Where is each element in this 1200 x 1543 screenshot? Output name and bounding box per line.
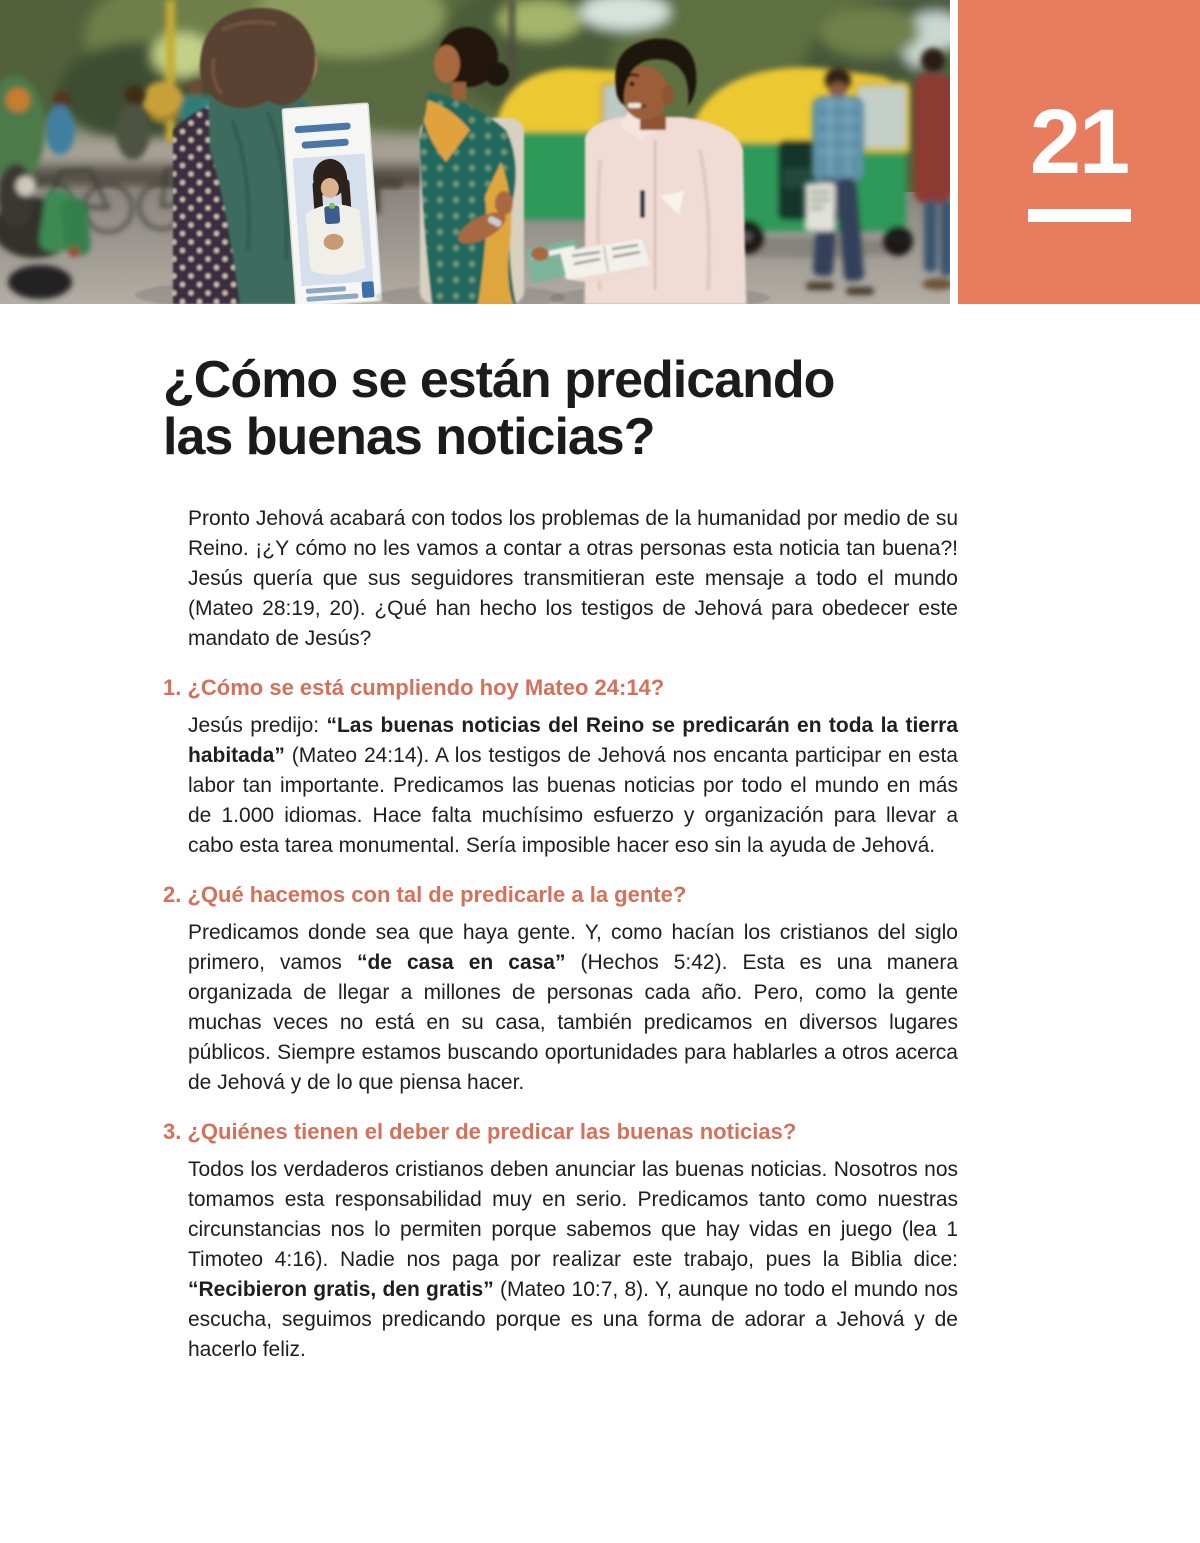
lesson-section-1 [163, 675, 960, 861]
question-1-paragraph: Jesús predijo: “Las buenas noticias del Reino se predicarán en toda la tierra habitada” (Mateo 24:14). A los testigos de Jehová nos encanta participar en esta labor tan importante. Predicamos las buenas noticias por todo el mundo en más de 1.000 idiomas. Hace falta muchísimo esfuerzo y organización para llevar a cabo esta tarea monumental. Sería imposible hacer eso sin la ayuda de Jehová. [188, 714, 958, 857]
lesson-number-badge [958, 0, 1200, 304]
page-header [0, 0, 1200, 304]
question-3-heading: 3. ¿Quiénes tienen el deber de predicar las buenas noticias? [163, 1119, 797, 1144]
lesson-section-2 [163, 882, 960, 1098]
question-2-heading: 2. ¿Qué hacemos con tal de predicarle a la gente? [163, 882, 687, 907]
page-title-line-1: ¿Cómo se están predicando [163, 351, 835, 409]
intro-paragraph: Pronto Jehová acabará con todos los problemas de la humanidad por medio de su Reino. ¡¿Y cómo no les vamos a contar a otras personas esta noticia tan buena?! Jesús quería que sus seguidores transmitieran este mensaje a todo el mundo (Mateo 28:19, 20). ¿Qué han hecho los testigos de Jehová para obedecer este mandato de Jesús? [188, 507, 958, 650]
lesson-number: 21 [1029, 91, 1129, 193]
page-title [163, 352, 960, 466]
question-1-heading: 1. ¿Cómo se está cumpliendo hoy Mateo 24:14? [163, 675, 665, 700]
street-preaching-photo [0, 0, 950, 304]
lesson-article [163, 352, 960, 1365]
page-title-line-2: las buenas noticias? [163, 408, 655, 466]
lesson-section-3 [163, 1119, 960, 1365]
question-3-paragraph: Todos los verdaderos cristianos deben anunciar las buenas noticias. Nosotros nos tomamos esta responsabilidad muy en serio. Predicamos tanto como nuestras circunstancias nos lo permiten porque sabemos que hay vidas en juego (lea 1 Timoteo 4:16). Nadie nos paga por realizar este trabajo, pues la Biblia dice: “Recibieron gratis, den gratis” (Mateo 10:7, 8). Y, aunque no todo el mundo nos escucha, seguimos predicando porque es una forma de adorar a Jehová y de hacerlo feliz. [188, 1158, 958, 1361]
literature-display-poster [282, 103, 382, 304]
question-2-paragraph: Predicamos donde sea que haya gente. Y, como hacían los cristianos del siglo primero, vamos “de casa en casa” (Hechos 5:42). Esta es una manera organizada de llegar a millones de personas cada año. Pero, como la gente muchas veces no está en su casa, también predicamos en diversos lugares públicos. Siempre estamos buscando oportunidades para hablarles a otros acerca de Jehová y de lo que piensa hacer. [188, 921, 959, 1094]
lesson-number-underline [1028, 209, 1131, 222]
